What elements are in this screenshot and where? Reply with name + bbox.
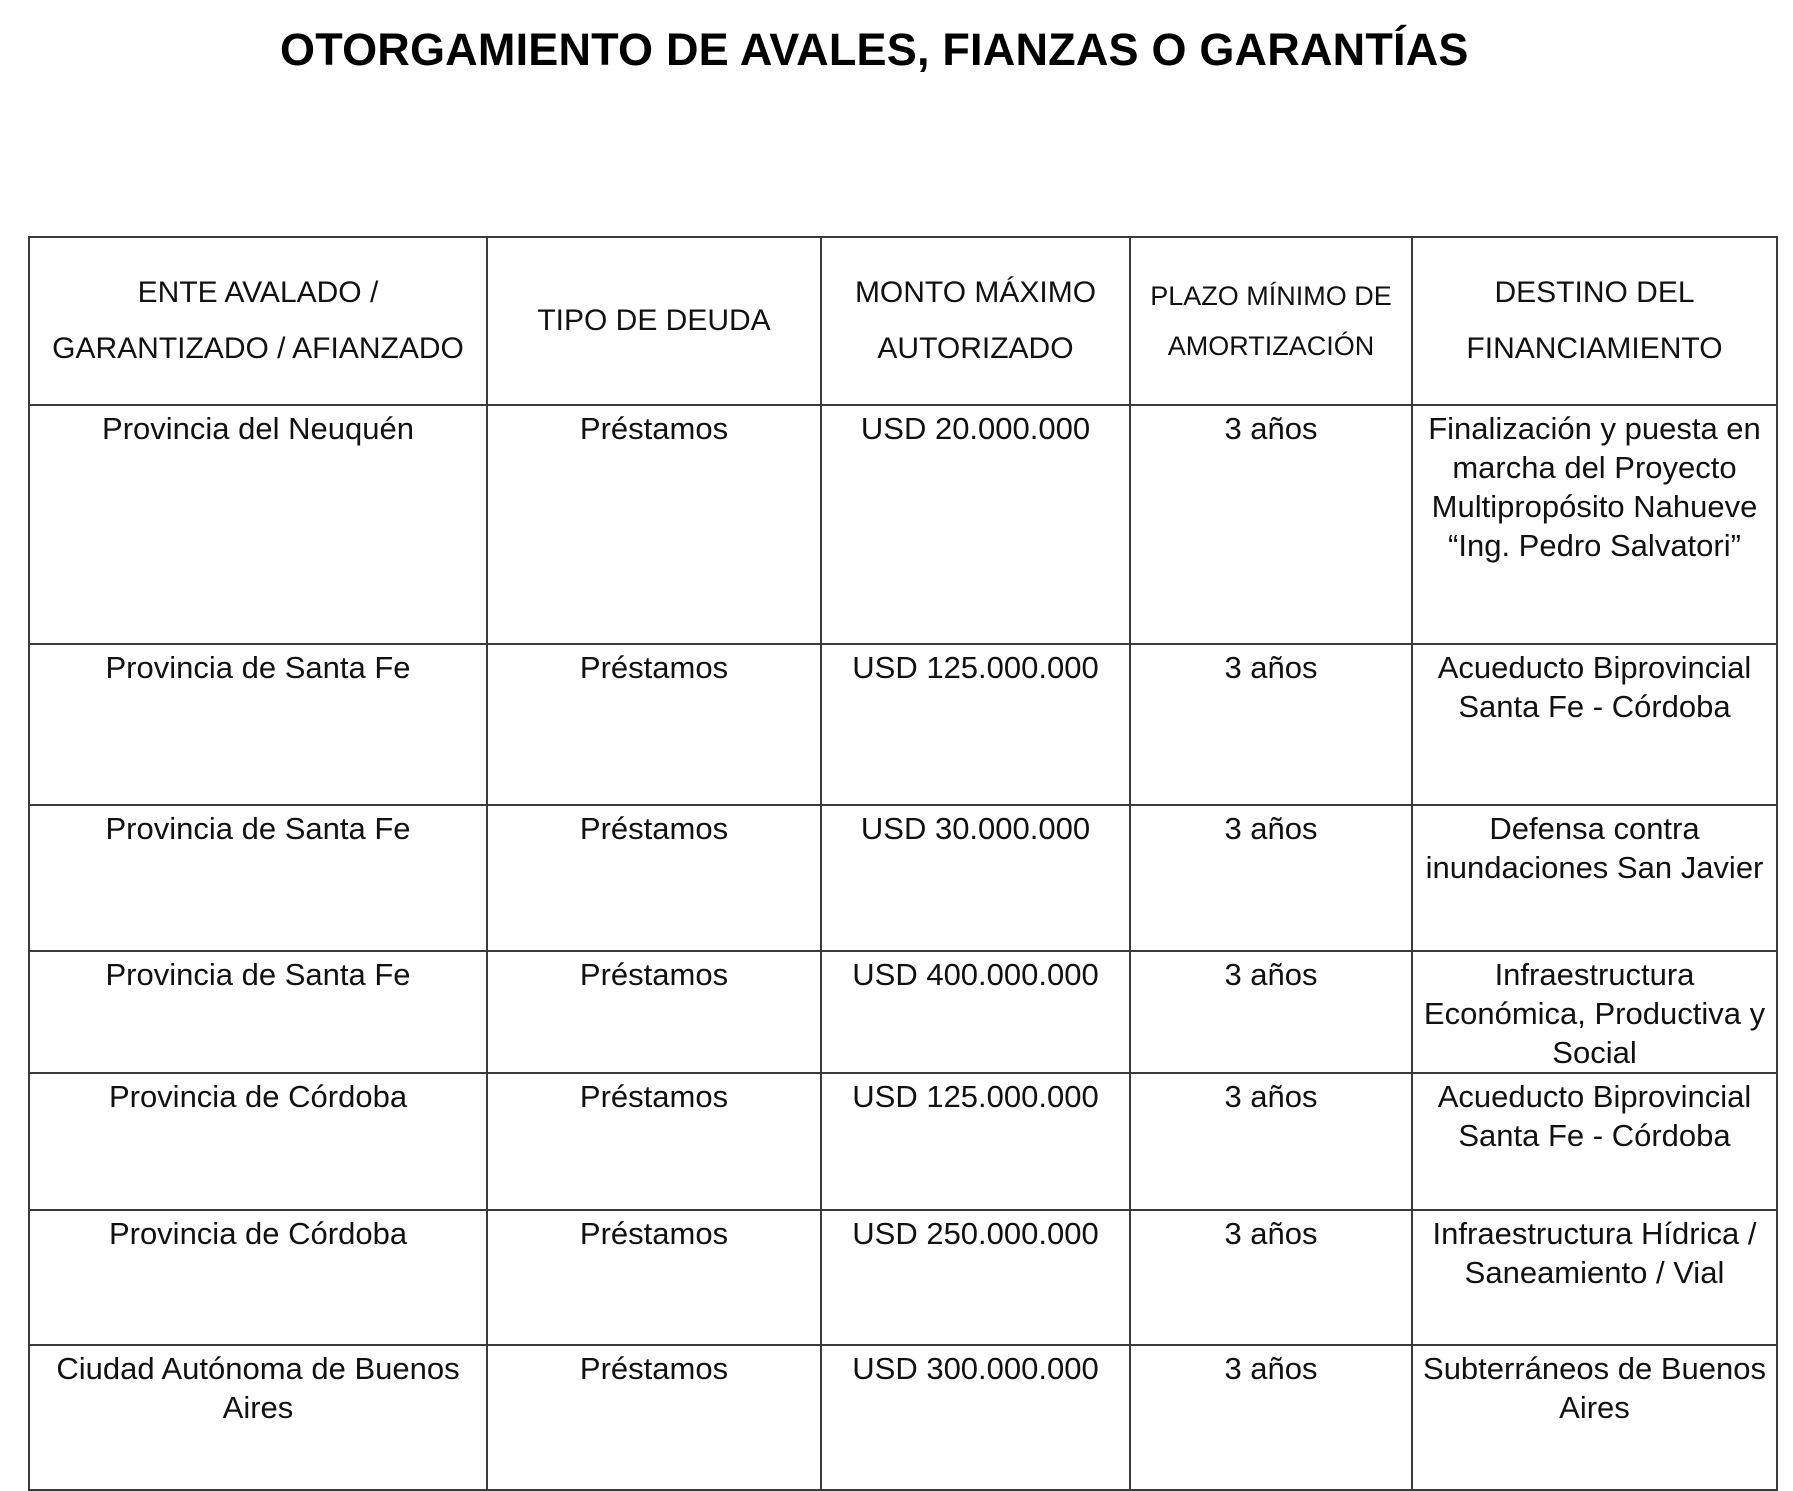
cell-plazo: 3 años bbox=[1130, 1073, 1412, 1210]
header-ente: ENTE AVALADO / GARANTIZADO / AFIANZADO bbox=[29, 237, 487, 405]
table-row bbox=[29, 644, 1777, 805]
cell-destino: Finalización y puesta en marcha del Proyecto Multipropósito Nahueve “Ing. Pedro Salvatori” bbox=[1412, 405, 1777, 644]
cell-tipo: Préstamos bbox=[487, 405, 821, 644]
cell-monto: USD 400.000.000 bbox=[821, 951, 1130, 1073]
cell-ente: Provincia del Neuquén bbox=[29, 405, 487, 644]
cell-tipo: Préstamos bbox=[487, 1210, 821, 1345]
table-row bbox=[29, 805, 1777, 951]
cell-destino: Infraestructura Hídrica / Saneamiento / Vial bbox=[1412, 1210, 1777, 1345]
cell-plazo: 3 años bbox=[1130, 405, 1412, 644]
header-destino: DESTINO DEL FINANCIAMIENTO bbox=[1412, 237, 1777, 405]
cell-monto: USD 125.000.000 bbox=[821, 1073, 1130, 1210]
cell-plazo: 3 años bbox=[1130, 1345, 1412, 1490]
table-row bbox=[29, 1345, 1777, 1490]
cell-plazo: 3 años bbox=[1130, 644, 1412, 805]
cell-monto: USD 20.000.000 bbox=[821, 405, 1130, 644]
cell-ente: Provincia de Santa Fe bbox=[29, 805, 487, 951]
guarantees-table bbox=[28, 236, 1778, 1491]
cell-destino: Subterráneos de Buenos Aires bbox=[1412, 1345, 1777, 1490]
table-header-row bbox=[29, 237, 1777, 405]
cell-tipo: Préstamos bbox=[487, 951, 821, 1073]
cell-destino: Defensa contra inundaciones San Javier bbox=[1412, 805, 1777, 951]
cell-ente: Provincia de Córdoba bbox=[29, 1210, 487, 1345]
table-row bbox=[29, 405, 1777, 644]
cell-plazo: 3 años bbox=[1130, 1210, 1412, 1345]
document-title: OTORGAMIENTO DE AVALES, FIANZAS O GARANTÍAS bbox=[280, 24, 1469, 75]
cell-tipo: Préstamos bbox=[487, 1345, 821, 1490]
cell-tipo: Préstamos bbox=[487, 1073, 821, 1210]
cell-monto: USD 30.000.000 bbox=[821, 805, 1130, 951]
cell-ente: Provincia de Córdoba bbox=[29, 1073, 487, 1210]
cell-plazo: 3 años bbox=[1130, 951, 1412, 1073]
cell-monto: USD 300.000.000 bbox=[821, 1345, 1130, 1490]
header-plazo: PLAZO MÍNIMO DE AMORTIZACIÓN bbox=[1130, 237, 1412, 405]
cell-plazo: 3 años bbox=[1130, 805, 1412, 951]
cell-monto: USD 250.000.000 bbox=[821, 1210, 1130, 1345]
cell-destino: Infraestructura Económica, Productiva y Social bbox=[1412, 951, 1777, 1073]
header-monto: MONTO MÁXIMO AUTORIZADO bbox=[821, 237, 1130, 405]
table-row bbox=[29, 1073, 1777, 1210]
cell-destino: Acueducto Biprovincial Santa Fe - Córdoba bbox=[1412, 644, 1777, 805]
cell-tipo: Préstamos bbox=[487, 805, 821, 951]
cell-ente: Provincia de Santa Fe bbox=[29, 644, 487, 805]
cell-ente: Ciudad Autónoma de Buenos Aires bbox=[29, 1345, 487, 1490]
cell-destino: Acueducto Biprovincial Santa Fe - Córdoba bbox=[1412, 1073, 1777, 1210]
header-tipo-deuda: TIPO DE DEUDA bbox=[487, 237, 821, 405]
cell-ente: Provincia de Santa Fe bbox=[29, 951, 487, 1073]
table-row bbox=[29, 951, 1777, 1073]
cell-monto: USD 125.000.000 bbox=[821, 644, 1130, 805]
cell-tipo: Préstamos bbox=[487, 644, 821, 805]
table-row bbox=[29, 1210, 1777, 1345]
